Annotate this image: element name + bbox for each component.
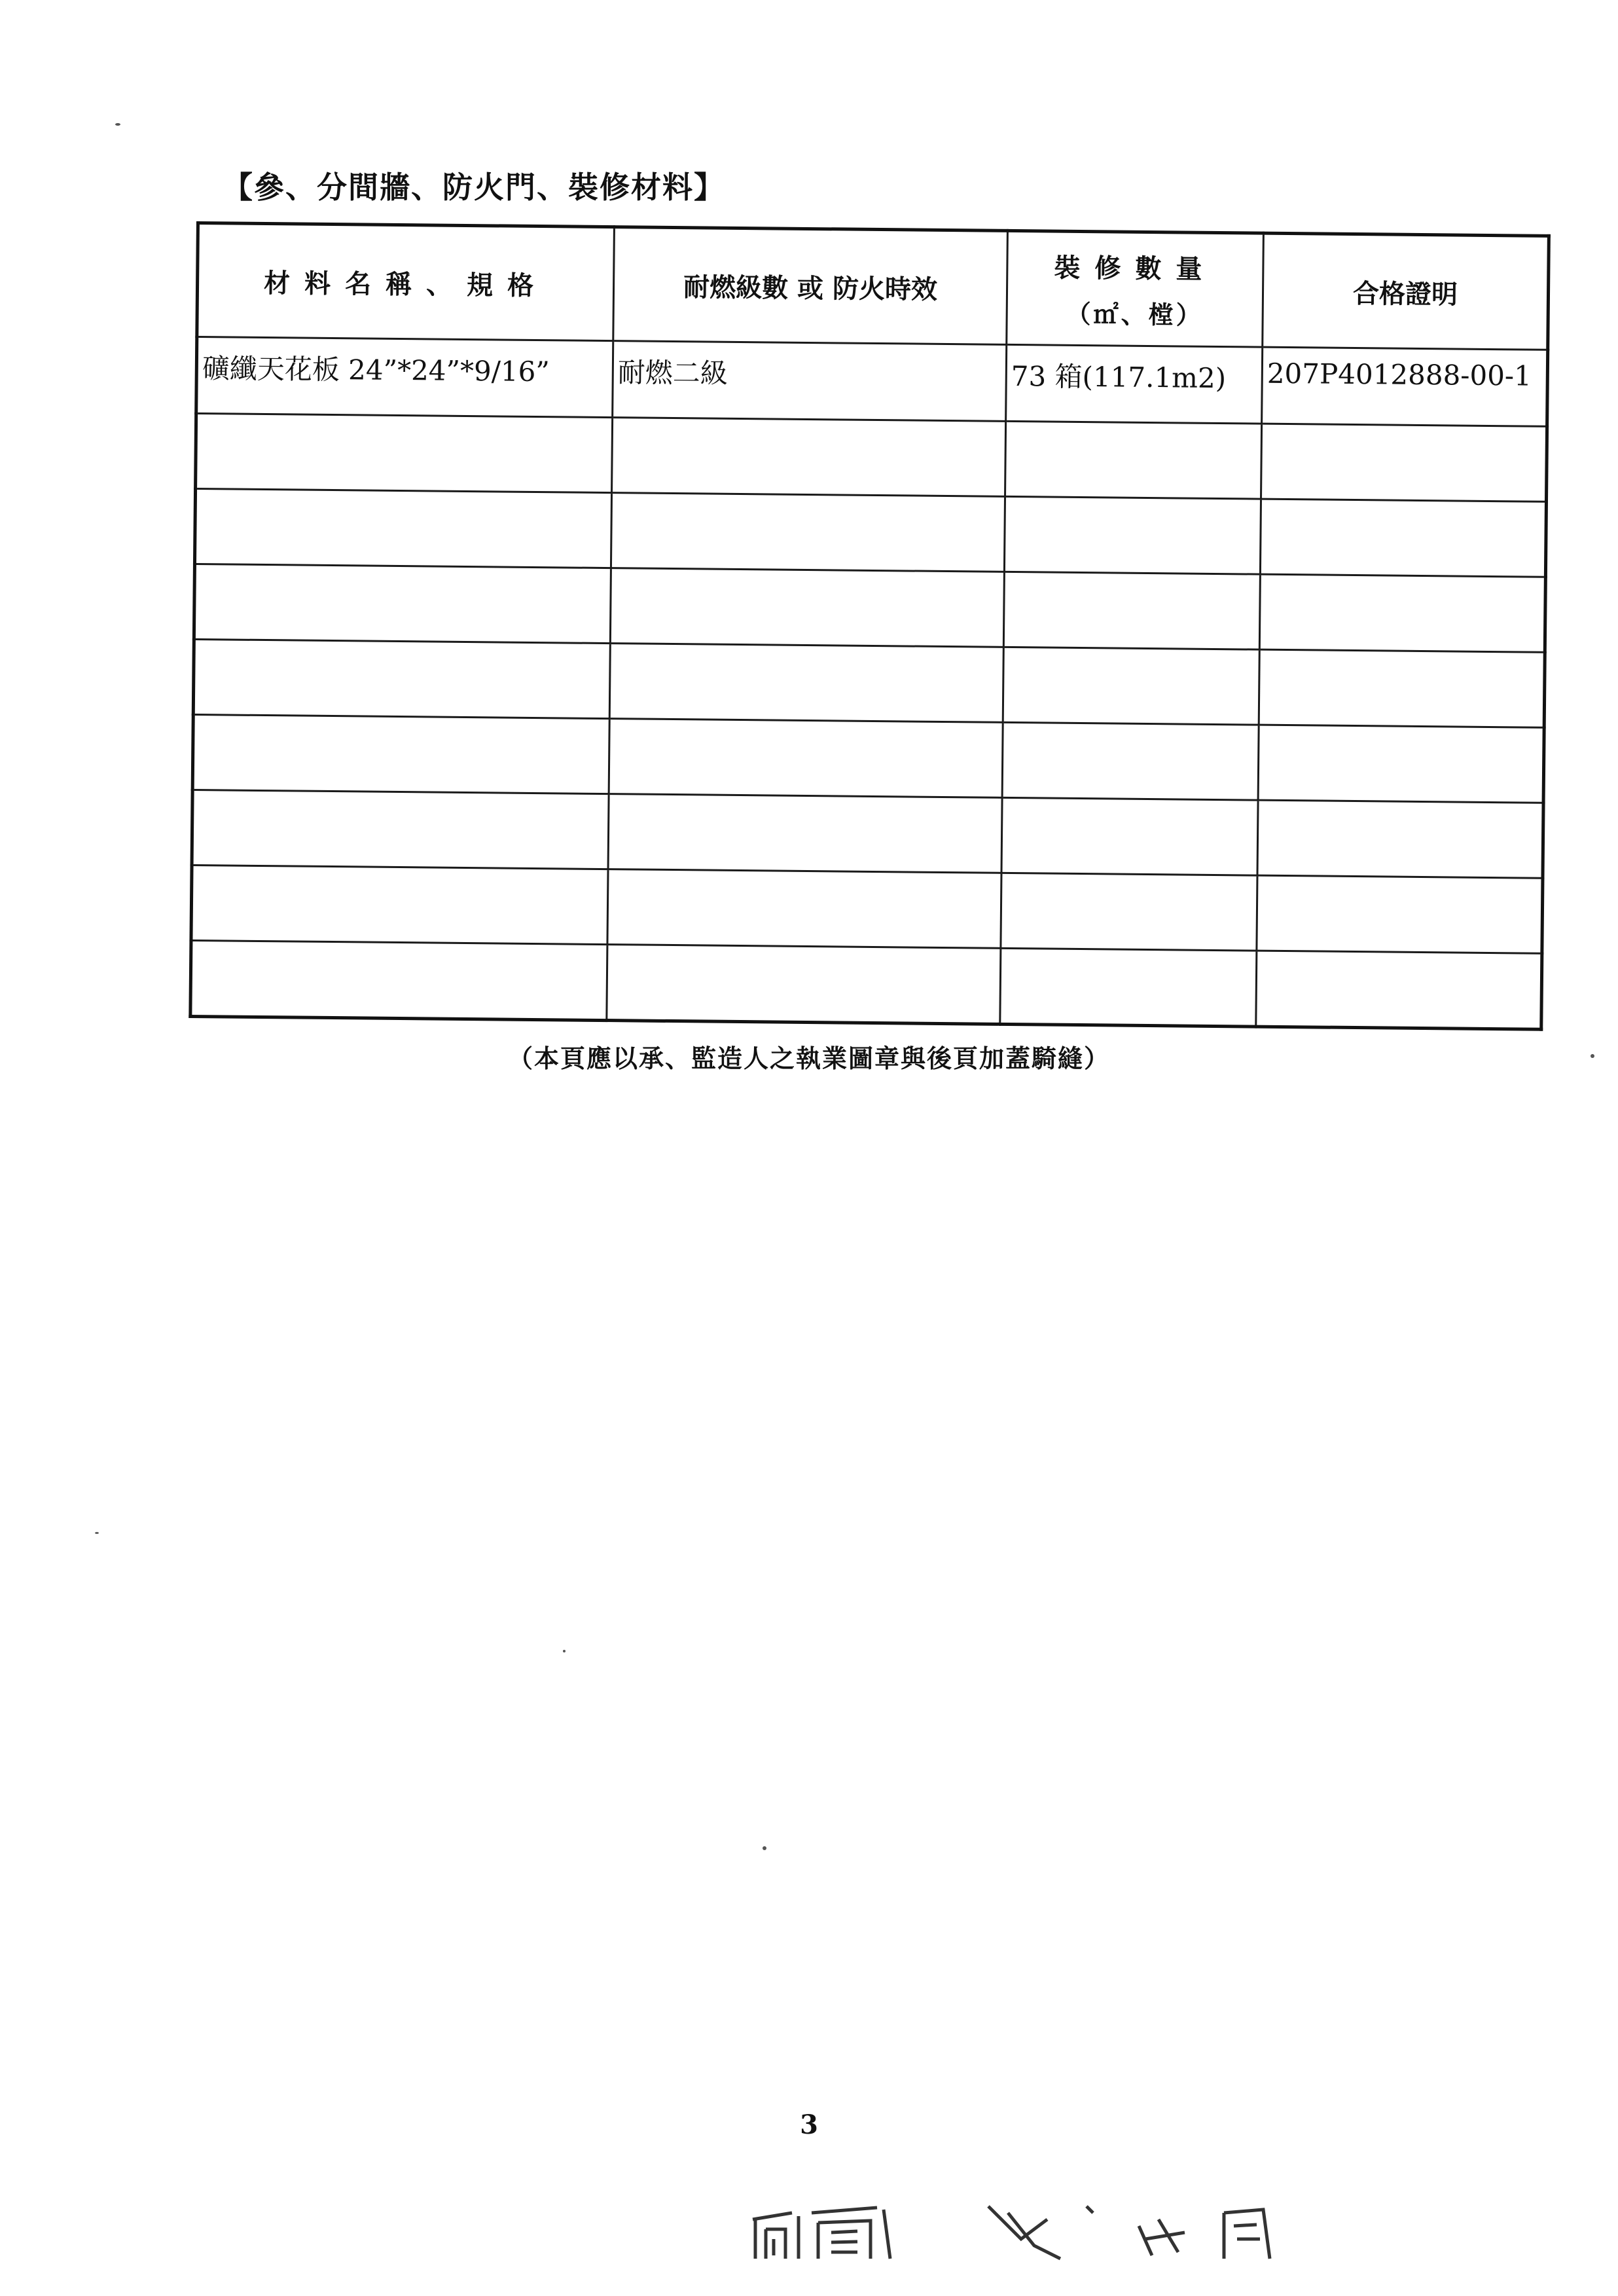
page-number: 3 — [800, 2109, 818, 2140]
scan-speck — [763, 1846, 766, 1850]
scan-speck — [563, 1650, 566, 1652]
seal-stamp-right — [982, 2193, 1283, 2265]
table-row-empty — [193, 639, 1545, 727]
scan-speck — [1591, 1054, 1594, 1058]
scan-speck — [115, 123, 120, 126]
table-header-row — [197, 223, 1549, 350]
table-row-empty — [191, 865, 1543, 953]
table-row-empty — [194, 564, 1545, 652]
table-row-empty — [192, 790, 1543, 878]
table-row-empty — [196, 414, 1547, 502]
header-material-name: 材料名稱、規格 — [197, 223, 615, 341]
table-row-empty — [190, 940, 1542, 1029]
table-row-empty — [194, 489, 1546, 577]
table-row — [196, 337, 1548, 427]
cell-fire-rating: 耐燃二級 — [613, 341, 1007, 422]
section-title: 【參、分間牆、防火門、裝修材料】 — [223, 170, 725, 205]
seal-footnote: （本頁應以承、監造人之執業圖章與後頁加蓋騎縫） — [507, 1044, 1110, 1073]
scan-speck — [95, 1532, 99, 1534]
header-quantity: 裝修數量 （㎡、樘） — [1007, 230, 1264, 347]
cell-certificate: 207P4012888-00-1 — [1262, 347, 1548, 426]
cell-quantity: 73 箱(117.1m2) — [1006, 344, 1263, 424]
header-fire-rating: 耐燃級數 或 防火時效 — [613, 227, 1008, 345]
cell-material-name: 礦纖天花板 24”*24”*9/16” — [196, 337, 613, 418]
header-certificate: 合格證明 — [1263, 233, 1549, 350]
materials-table — [189, 221, 1551, 1031]
table-row-empty — [192, 714, 1544, 803]
seal-stamp-left — [746, 2193, 903, 2265]
